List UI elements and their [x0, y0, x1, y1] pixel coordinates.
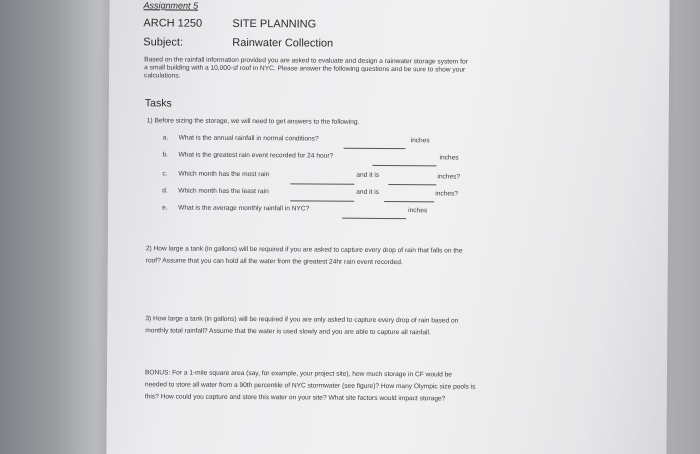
item-c-question: Which month has the most rain [178, 170, 270, 179]
bonus-line-2: needed to store all water from a 90th percentile of NYC stormwater (see figure)? How many Olympic size pools is [144, 381, 476, 391]
item-c-unit: inches? [437, 173, 461, 181]
assignment-label: Assignment 5 [143, 0, 199, 11]
item-e-answer-blank[interactable] [342, 206, 406, 224]
item-c-letter: c. [162, 170, 168, 178]
item-d-question: Which month has the least rain [178, 187, 269, 196]
item-b-answer-blank[interactable] [372, 153, 436, 171]
item-e-unit: inches [408, 207, 428, 215]
item-b-question: What is the greatest rain event recorded for 24 hour? [178, 151, 334, 160]
subject-label: Subject: [143, 36, 184, 49]
question-1-intro: 1) Before sizing the storage, we will need to get answers to the following. [146, 117, 360, 126]
item-c-mid: and it is [356, 171, 380, 179]
item-a-answer-blank[interactable] [344, 136, 406, 154]
course-title: SITE PLANNING [232, 17, 317, 31]
item-b-letter: b. [162, 151, 169, 159]
intro-line-3: calculations. [144, 72, 181, 80]
course-code: ARCH 1250 [143, 17, 203, 30]
intro-line-2: a small building with a 10,000-sf roof in NYC. Please answer the following questions and be sure to show your [144, 64, 466, 74]
item-d-unit: inches? [435, 190, 459, 198]
document-page [106, 0, 669, 454]
question-2-line-2: roof? Assume that you can hold all the water from the greatest 24hr rain event recorded. [145, 257, 403, 267]
item-c-month-blank[interactable] [290, 171, 354, 189]
item-d-mid: and it is [356, 188, 380, 196]
item-a-letter: a. [162, 134, 169, 142]
item-b-unit: inches [439, 154, 459, 162]
item-e-question: What is the average monthly rainfall in NYC? [178, 204, 310, 213]
item-a-unit: inches [410, 137, 430, 145]
item-a-question: What is the annual rainfall in normal conditions? [178, 134, 319, 143]
item-d-amount-blank[interactable] [384, 189, 434, 207]
item-d-letter: d. [162, 187, 168, 195]
question-2-line-1: 2) How large a tank (in gallons) will be required if you are asked to capture every drop of rain that falls on the [145, 245, 463, 255]
bonus-line-1: BONUS: For a 1-mile square area (say, for example, your project site), how much storage in CF would be [144, 369, 452, 379]
question-3-line-2: monthly total rainfall? Assume that the water is used slowly and you are able to capture all rainfall. [145, 327, 431, 337]
item-e-letter: e. [162, 204, 168, 212]
bonus-line-3: this? How could you capture and store this water on your site? What site factors would impact storage? [144, 393, 446, 403]
item-d-month-blank[interactable] [290, 188, 354, 206]
question-3-line-1: 3) How large a tank (in gallons) will be required if you are only asked to capture every drop of rain based on [145, 315, 459, 325]
item-c-amount-blank[interactable] [388, 172, 436, 190]
subject-value: Rainwater Collection [232, 36, 334, 50]
tasks-heading: Tasks [144, 97, 172, 110]
intro-line-1: Based on the rainfall information provided you are asked to evaluate and design a rainwater storage system for [144, 56, 468, 66]
